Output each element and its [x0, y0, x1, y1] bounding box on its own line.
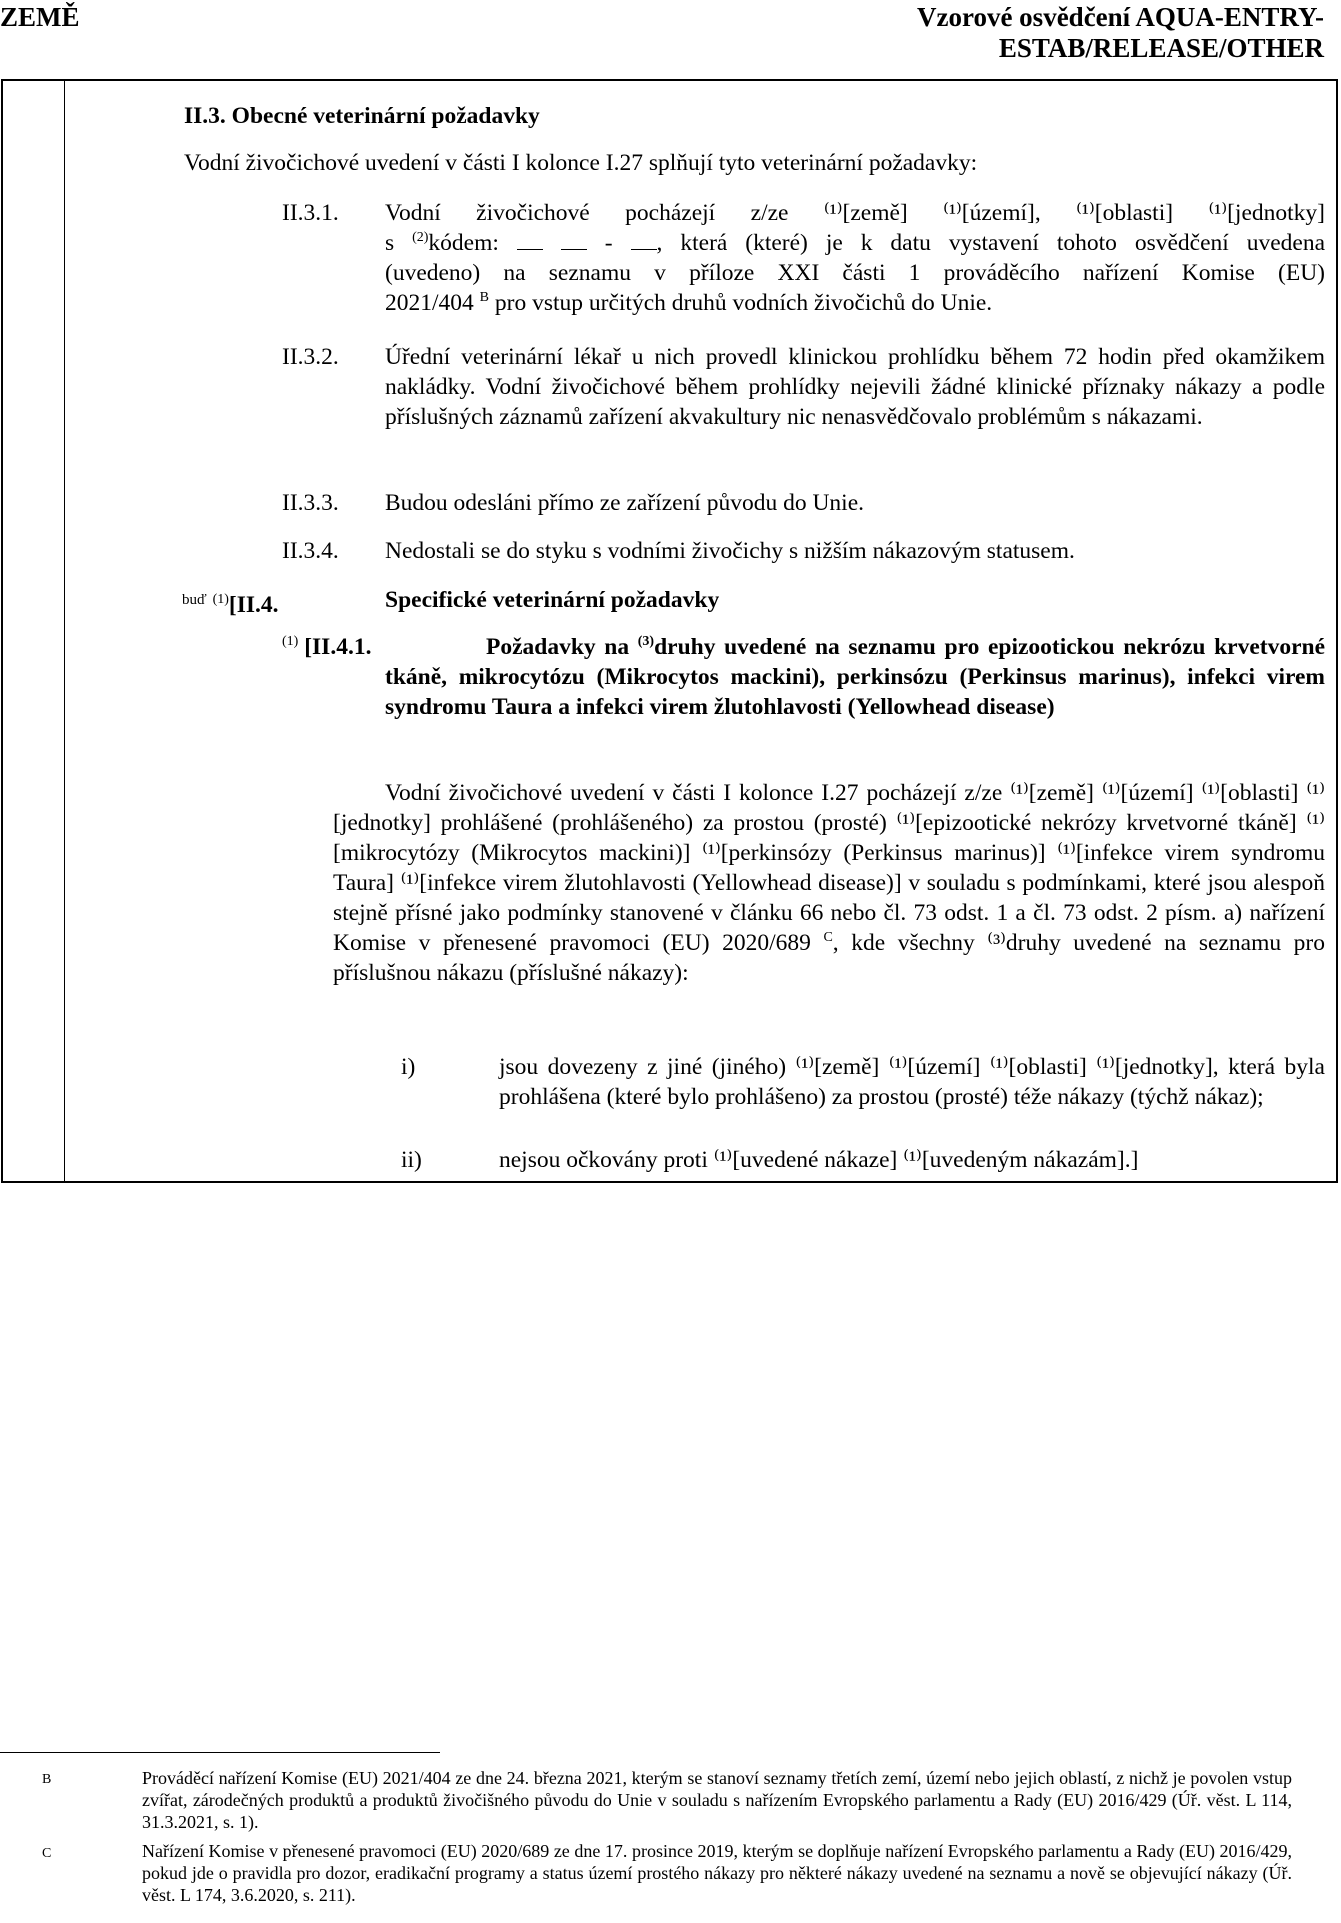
footnote-ref-b: B	[479, 290, 489, 305]
item-ii31-code-label: kódem:	[428, 230, 499, 256]
item-ii31-code-sup: (2)	[412, 230, 429, 245]
item-ii41-title-a: Požadavky na	[486, 634, 630, 660]
code-blank[interactable]	[517, 235, 543, 250]
footnote-b-mark: B	[42, 1772, 52, 1787]
item-ii31-line4	[385, 288, 1325, 318]
code-blank[interactable]	[631, 235, 657, 250]
header-title-line2: ESTAB/RELEASE/OTHER	[998, 33, 1324, 63]
list-item-ii-label: ii)	[401, 1147, 422, 1173]
footnote-c-mark: C	[42, 1846, 52, 1861]
item-ii33-text: Budou odesláni přímo ze zařízení původu do Unie.	[385, 490, 865, 516]
item-ii41-body	[333, 778, 1325, 988]
footnote-ref-c: C	[823, 930, 833, 945]
section-ii3-title: II.3. Obecné veterinární požadavky	[184, 103, 540, 129]
item-ii41-body-a: Vodní živočichové uvedení v části I kolonce I.27 pocházejí z/ze ⁽¹⁾[země] ⁽¹⁾[území] ⁽¹⁾[oblasti] ⁽¹⁾[jednotky] prohlášené (prohlášeného) za prostou (prosté) ⁽¹⁾[epizootické nekrózy krvetvorné tkáně] ⁽¹⁾[mikrocytózy (Mikrocytos mackini)] ⁽¹⁾[perkinsózy (Perkinsus marinus)] ⁽¹⁾[infekce virem syndromu Taura] ⁽¹⁾[infekce virem žlutohlavosti (Yellowhead disease)] v souladu s podmínkami, které jsou alespoň stejně přísné jako podmínky stanovené v článku 66 nebo čl. 73 odst. 1 a čl. 73 odst. 2 písm. a) nařízení Komise v přenesené pravomoci (EU) 2020/689	[333, 780, 1325, 956]
item-ii41-title-b: druhy uvedené na seznamu pro epizootickou nekrózu krvetvorné tkáně, mikrocytózu (Mikrocytos mackini), perkinsózu (Perkinsus marinus), infekci virem syndromu Taura a infekci virem žlutohlavosti (Yellowhead disease)	[385, 634, 1326, 720]
either-label: buď	[182, 592, 207, 608]
section-ii4-title: Specifické veterinární požadavky	[385, 587, 720, 613]
item-ii41-num: [II.4.1.	[304, 634, 372, 660]
footnote-b-text: Prováděcí nařízení Komise (EU) 2021/404 ze dne 24. března 2021, kterým se stanoví seznamy třetích zemí, území nebo jejich oblastí, z nichž je povolen vstup zvířat, zárodečných produktů a produktů živočišného původu do Unie v souladu s nařízením Evropského parlamentu a Rady (EU) 2016/429 (Úř. věst. L 114, 31.3.2021, s. 1).	[142, 1768, 1292, 1832]
left-column-divider	[64, 79, 65, 1183]
item-ii41-number	[282, 632, 371, 662]
item-ii32-text: Úřední veterinární lékař u nich provedl klinickou prohlídku během 72 hodin před okamžikem nakládky. Vodní živočichové během prohlídky nejevili žádné klinické příznaky nákazy a podle příslušných záznamů zařízení akvakultury nic nenasvědčovalo problémům s nákazami.	[385, 344, 1325, 430]
item-ii31-line1: Vodní živočichové pocházejí z/ze ⁽¹⁾[země] ⁽¹⁾[území], ⁽¹⁾[oblasti] ⁽¹⁾[jednotky]	[385, 200, 1325, 226]
item-ii31-line3: (uvedeno) na seznamu v příloze XXI části 1 prováděcího nařízení Komise (EU)	[385, 260, 1325, 286]
item-ii41-title	[385, 632, 1325, 722]
item-ii41-title-sup: (3)	[637, 634, 655, 649]
regulation-number: 2021/404	[385, 290, 474, 316]
item-ii34-number: II.3.4.	[282, 538, 339, 564]
list-item-i-label: i)	[401, 1054, 416, 1080]
section-ii3-intro: Vodní živočichové uvedení v části I kolonce I.27 splňují tyto veterinární požadavky:	[184, 150, 978, 176]
section-ii4-marker	[182, 585, 279, 620]
item-ii41-sup: (1)	[282, 634, 299, 649]
item-ii31-code-rest: , která (které) je k datu vystavení tohoto osvědčení uvedena	[656, 230, 1326, 256]
item-ii33-number: II.3.3.	[282, 490, 339, 516]
item-ii32-number: II.3.2.	[282, 344, 339, 370]
list-item-ii-text: nejsou očkovány proti ⁽¹⁾[uvedené nákaze] ⁽¹⁾[uvedeným nákazám].]	[499, 1147, 1139, 1173]
section-ii4-sup: (1)	[212, 592, 229, 607]
list-item-i-text: jsou dovezeny z jiné (jiného) ⁽¹⁾[země] ⁽¹⁾[území] ⁽¹⁾[oblasti] ⁽¹⁾[jednotky], která byla prohlášena (které bylo prohlášeno) za prostou (prosté) téže nákazy (týchž nákaz);	[499, 1054, 1325, 1110]
item-ii31-line4-rest: pro vstup určitých druhů vodních živočichů do Unie.	[494, 290, 993, 316]
header-certificate-title	[724, 2, 1324, 64]
footnote-separator	[0, 1752, 440, 1753]
item-ii31-code-prefix: s	[385, 230, 413, 256]
item-ii41-body-b: , kde všechny ⁽³⁾druhy uvedené na seznamu pro příslušnou nákazu (příslušné nákazy):	[333, 930, 1325, 986]
item-ii34-text: Nedostali se do styku s vodními živočichy s nižším nákazovým statusem.	[385, 538, 1075, 564]
header-country: ZEMĚ	[0, 2, 80, 32]
item-ii31-text	[385, 198, 1325, 318]
footnote-c-text: Nařízení Komise v přenesené pravomoci (EU) 2020/689 ze dne 17. prosince 2019, kterým se doplňuje nařízení Evropského parlamentu a Rady (EU) 2016/429, pokud jde o pravidla pro dozor, eradikační programy a status území prostého nákazy pro některé nákazy uvedené na seznamu a nově se objevující nákazy (Úř. věst. L 174, 3.6.2020, s. 211).	[142, 1841, 1292, 1905]
code-blank[interactable]	[561, 235, 587, 250]
section-ii4-number: [II.4.	[228, 592, 279, 618]
item-ii31-number: II.3.1.	[282, 200, 339, 226]
item-ii31-line2: s $^{(2)}$kódem: - , která (které) je k datu vystavení tohoto osvědčení uvedena	[385, 230, 1326, 256]
header-title-line1: Vzorové osvědčení AQUA-ENTRY-	[916, 2, 1324, 32]
